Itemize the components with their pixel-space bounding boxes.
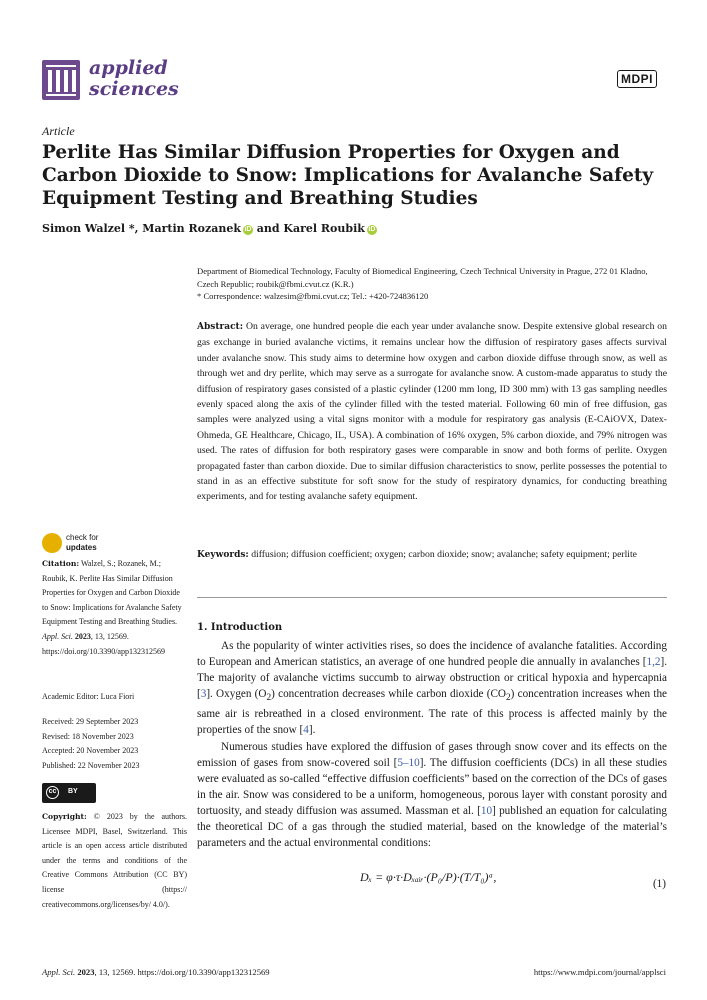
subscript: 2 (266, 693, 272, 704)
citation-doi[interactable]: , 12569. https://doi.org/10.3390/app132312569 (42, 631, 165, 656)
authors-part-1: Simon Walzel *, Martin Rozanek (42, 222, 241, 235)
text: ) concentration decreases while carbon dioxide (CO (271, 688, 506, 701)
footer-citation (42, 967, 270, 977)
text: ]. The diffusion coefficients (DCs) in all these studies were evaluated as so-called “effective diffusion coefficients” based on the correction of the DCs of gases in the air. Snow was considered to be a uniform, homogeneous, porous layer with constant porosity and tortuosity, and steady diffusion was assumed. Massman et al. [ (197, 756, 667, 817)
journal-name (89, 58, 179, 100)
section-heading: 1. Introduction (197, 622, 283, 633)
keywords-text: diffusion; diffusion coefficient; oxygen; carbon dioxide; snow; avalanche; safety equipment; perlite (248, 549, 637, 560)
keywords (197, 547, 667, 563)
check-updates-icon (42, 533, 62, 553)
citation-journal: Appl. Sci. (42, 631, 73, 641)
cc-by-license-icon[interactable] (42, 783, 96, 803)
received-date: Received: 29 September 2023 (42, 717, 139, 726)
citation-text: Walzel, S.; Rozanek, M.; Roubik, K. Perlite Has Similar Diffusion Properties for Oxygen and Carbon Dioxide to Snow: Implications for Avalanche Safety Equipment Testing and Breathing Studies. (42, 559, 182, 627)
publication-dates (42, 715, 187, 773)
text: Numerous studies have explored the diffusion of gases through snow cover and its effects on the emission of gases from snow-covered soil [ (197, 740, 667, 769)
check-updates-line2: updates (66, 543, 97, 552)
footer-journal: Appl. Sci. (42, 967, 76, 977)
citation-link[interactable]: 1,2 (646, 656, 661, 669)
keywords-label: Keywords: (197, 550, 249, 560)
paragraph (197, 739, 667, 851)
abstract (197, 319, 667, 505)
abstract-text: On average, one hundred people die each year under avalanche snow. Despite extensive global research on gas exchange in buried avalanche victims, it remains unclear how the diffusion of respiratory gases affects survival under avalanche snow. This study aims to determine how oxygen and carbon dioxide diffuse through snow, as well as through wet and dry perlite, which may serve as a surrogate for avalanche snow. A custom-made apparatus to study the diffusion of respiratory gases consisted of a plastic cylinder (1200 mm long, ID 300 mm) with 13 gas sampling needles evenly spaced along the axis of the cylinder filled with the tested material. Following 60 min of free diffusion, gas samples were analyzed using a vital signs monitor with a module for respiratory gas analysis (E-CAiOVX, Datex-Ohmeda, GE Healthcare, Chicago, IL, USA). A combination of 16% oxygen, 5% carbon dioxide, and 79% nitrogen was used. The rates of diffusion for both respiratory gases were comparable in snow and both forms of perlite. Oxygen propagated faster than carbon dioxide. Due to similar diffusion characteristics to snow, perlite possesses the potential to stand in as an effective substitute for soft snow for the study of respiratory dynamics, for conducting breathing experiments, and for testing avalanche safety equipment. (197, 321, 667, 503)
equation-number: (1) (652, 878, 666, 890)
footer-url[interactable]: https://www.mdpi.com/journal/applsci (533, 967, 666, 977)
affiliation-block (197, 265, 667, 303)
subscript: 2 (506, 693, 511, 704)
author-list (42, 222, 377, 235)
text: ] published an equation for calculating the theoretical DC of a gas through the studied material, based on the knowledge of the material’s parameters and the actual environmental conditions: (197, 804, 667, 849)
copyright (42, 810, 187, 912)
abstract-label: Abstract: (197, 322, 244, 332)
text: ) concentration increases when the same air is rebreathed in a closed environment. The rate of this process is affected mainly by the properties of the snow [ (197, 688, 668, 737)
orcid-icon[interactable]: iD (368, 226, 376, 233)
accepted-date: Accepted: 20 November 2023 (42, 746, 139, 756)
authors-part-2: and Karel Roubik (252, 222, 365, 235)
publisher-logo: MDPI (617, 70, 657, 88)
affiliation: Department of Biomedical Technology, Faculty of Biomedical Engineering, Czech Technical University in Prague, 272 01 Kladno, Czech Republic; roubik@fbmi.cvut.cz (K.R.) (197, 266, 648, 289)
journal-name-line1: applied (89, 57, 168, 79)
text: ]. The majority of avalanche victims succumb to airway obstruction or critical hypoxia and hypercapnia [ (197, 656, 667, 701)
citation-link[interactable]: 10 (480, 804, 493, 817)
check-for-updates-button[interactable] (42, 532, 152, 554)
orcid-icon[interactable]: iD (244, 226, 252, 233)
article-title: Perlite Has Similar Diffusion Properties for Oxygen and Carbon Dioxide to Snow: Implications for Avalanche Safety Equipment Testing and Breathing Studies (42, 142, 654, 209)
citation-label: Citation: (42, 559, 80, 568)
published-date: Published: 22 November 2023 (42, 760, 140, 770)
copyright-text: © 2023 by the authors. Licensee MDPI, Basel, Switzerland. This article is an open access article distributed under the terms and conditions of the Creative Commons Attribution (CC BY) license (https:// creativecommons.org/licenses/by/ 4.0/). (42, 812, 187, 909)
journal-name-line2: sciences (89, 78, 179, 100)
check-updates-line1: check for (66, 533, 99, 542)
by-icon: BY (68, 788, 78, 795)
citation-link[interactable]: 3 (200, 688, 207, 701)
citation-year: 2023 (72, 631, 91, 641)
check-updates-label (66, 533, 98, 553)
correspondence: * Correspondence: walzesim@fbmi.cvut.cz; Tel.: +420-724836120 (197, 291, 429, 301)
cc-icon: cc (46, 786, 59, 799)
text: As the popularity of winter activities rises, so does the incidence of avalanche fatalities. According to European and American statistics, an average of one hundred people die annually in avalanches [ (197, 640, 667, 669)
academic-editor: Academic Editor: Luca Fiori (42, 692, 135, 701)
citation-link[interactable]: 4 (303, 724, 309, 737)
revised-date: Revised: 18 November 2023 (42, 731, 134, 741)
article-type: Article (42, 124, 75, 138)
journal-logo-icon (42, 60, 80, 100)
copyright-label: Copyright: (42, 812, 87, 821)
footer-volume: , 13 (94, 967, 108, 977)
footer-doi[interactable]: , 12569. https://doi.org/10.3390/app132312569 (107, 967, 270, 977)
paragraph (197, 638, 667, 739)
introduction-body (197, 638, 667, 851)
text: ]. Oxygen (O (206, 688, 267, 701)
citation-link[interactable]: 5–10 (397, 756, 420, 769)
text: ]. (308, 724, 316, 737)
divider (197, 597, 667, 598)
equation: Dₓ = φ·τ·Dₓₐᵢᵣ·(P₀/P)·(T/T₀)ᵃ, (360, 870, 497, 884)
citation-sep: , 13 (90, 631, 103, 641)
footer-year: 2023 (75, 967, 95, 977)
citation (42, 557, 187, 659)
